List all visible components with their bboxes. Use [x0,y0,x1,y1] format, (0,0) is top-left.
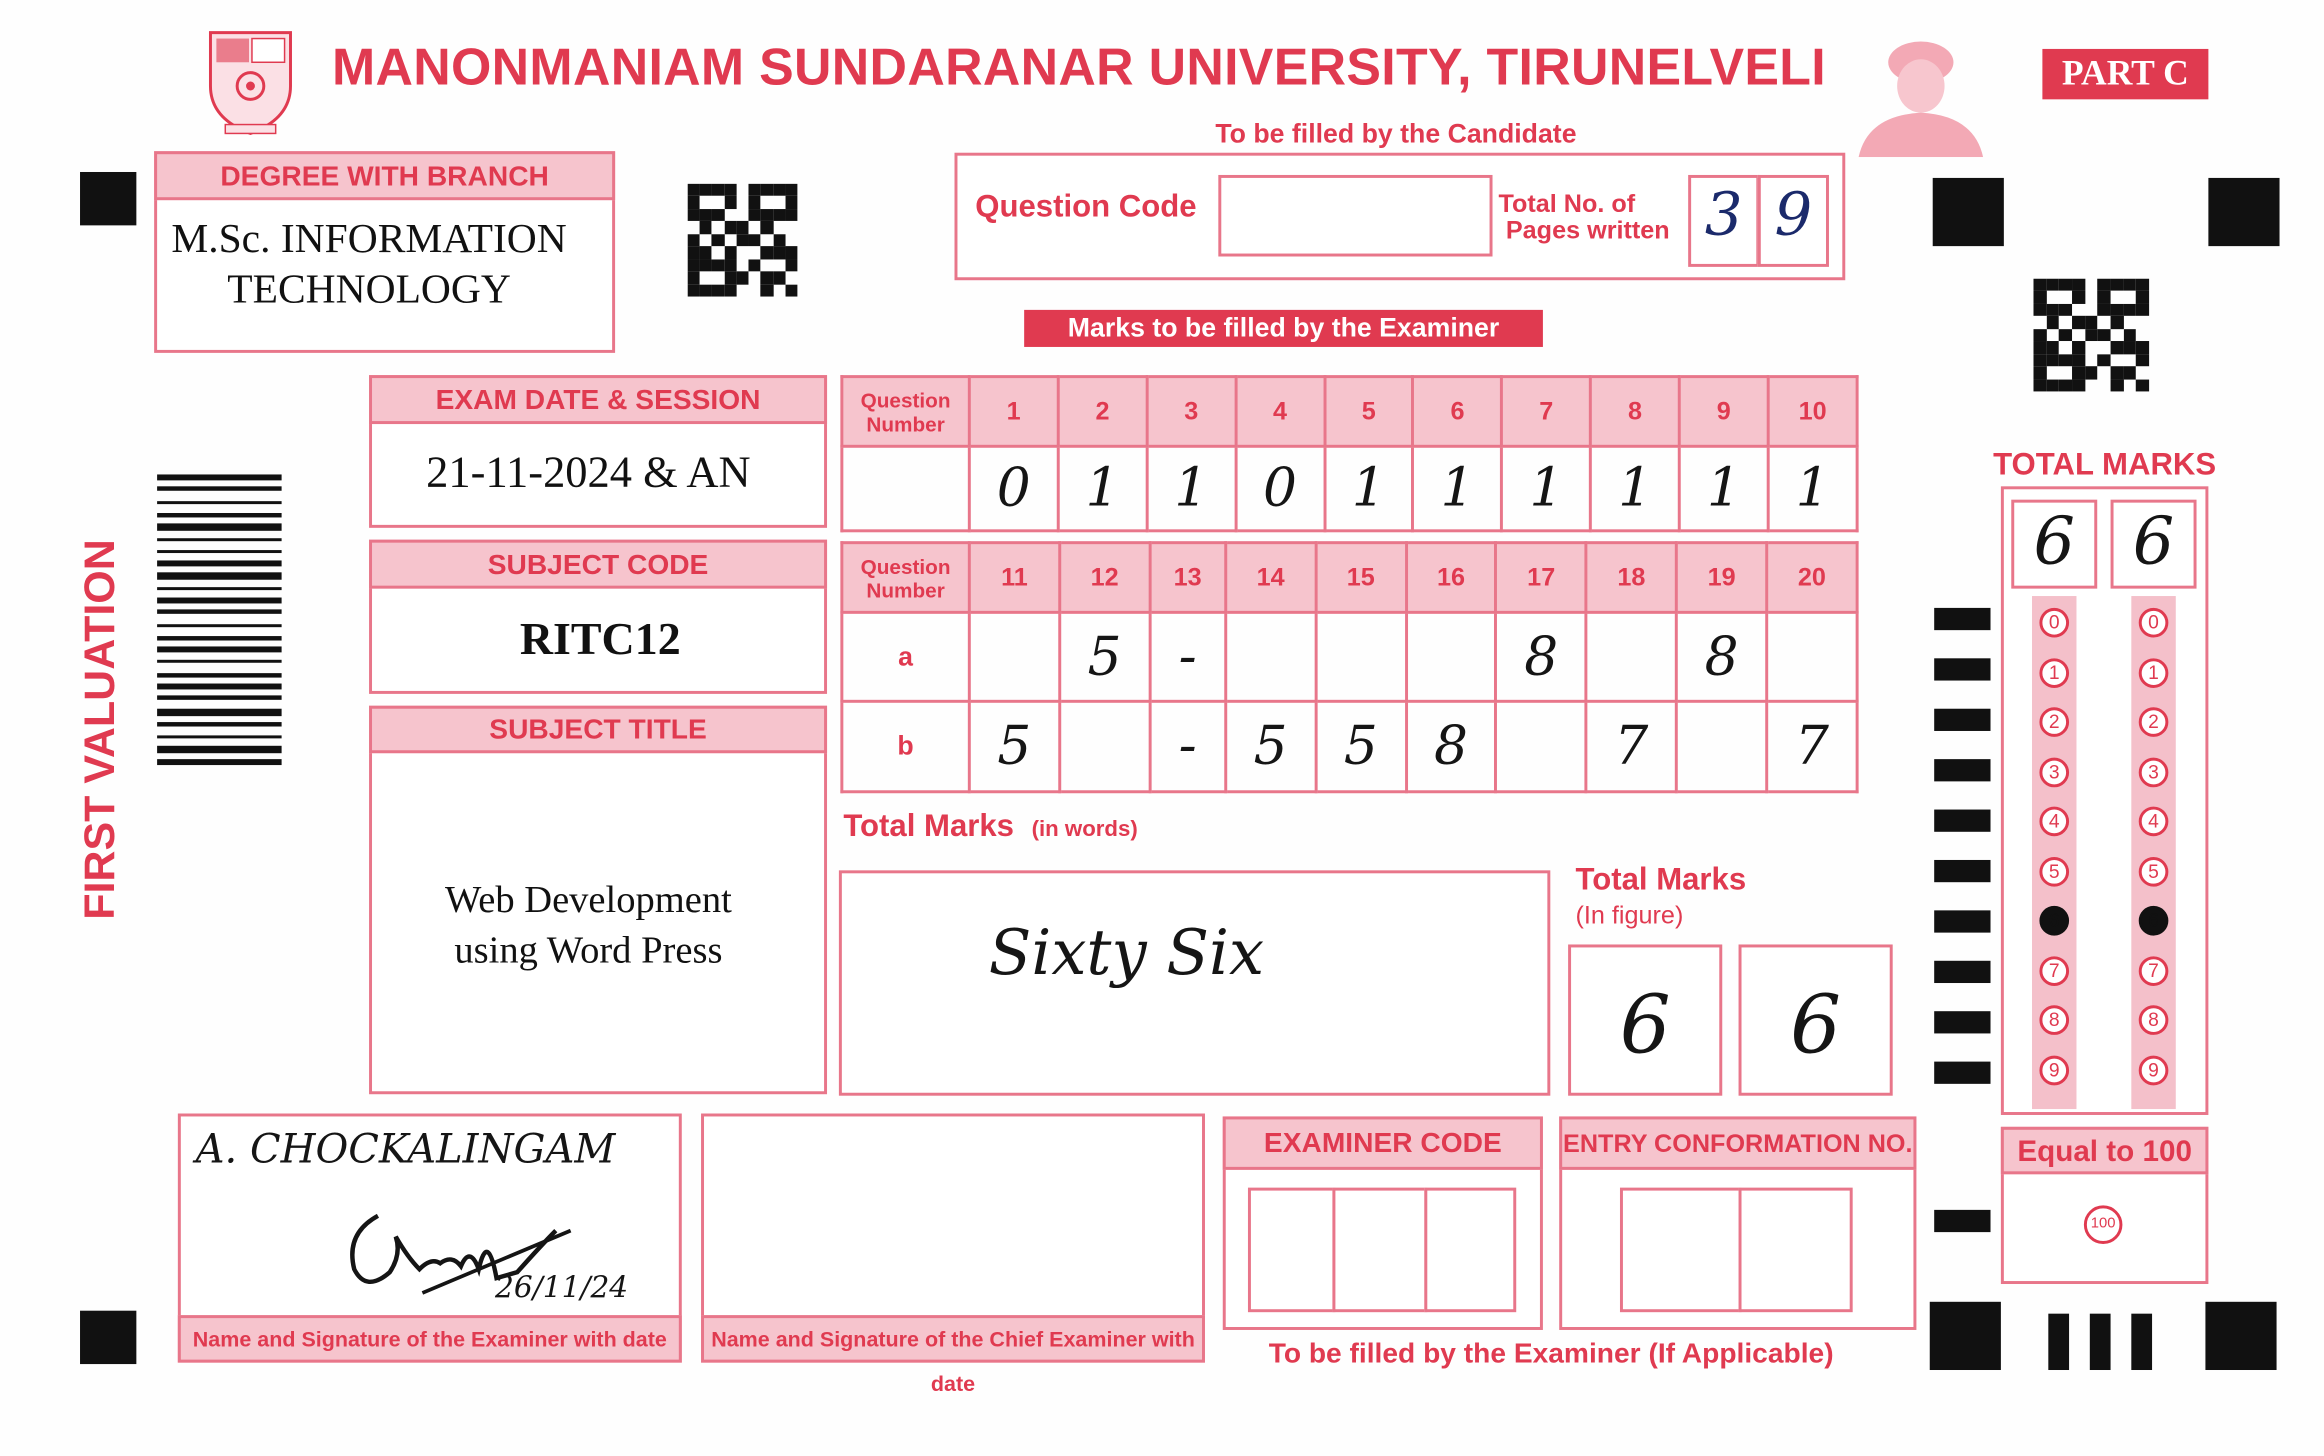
q20a-mark [1767,612,1857,701]
timing-mark [2205,1302,2276,1370]
omr-bubble-2-5[interactable]: 5 [2139,856,2169,886]
equal-100-label: Equal to 100 [2001,1127,2208,1174]
timing-mark [1934,961,1990,983]
entry-conf-cell[interactable] [1620,1188,1742,1313]
total-marks-omr-label: TOTAL MARKS [1993,447,2217,482]
q11-header: 11 [969,543,1059,613]
subject-code-label: SUBJECT CODE [369,540,827,589]
q17b-mark [1496,701,1586,791]
university-crest-icon [202,21,300,140]
omr-digit-2: 6 [2132,504,2175,580]
timing-mark [1934,709,1990,731]
q14-header: 14 [1225,543,1315,613]
q9-header: 9 [1679,377,1768,447]
timing-mark [1934,608,1990,630]
omr-bubble-2-6[interactable]: 6 [2139,906,2169,936]
q20b-mark: 7 [1767,701,1857,791]
omr-bubble-1-0[interactable]: 0 [2039,608,2069,638]
q4-mark: 0 [1236,446,1325,531]
q17-header: 17 [1496,543,1586,613]
omr-bubble-1-3[interactable]: 3 [2039,757,2069,787]
q11a-mark [969,612,1059,701]
examiner-sign-date: 26/11/24 [495,1269,629,1305]
q12b-mark [1060,701,1150,791]
omr-bubble-1-8[interactable]: 8 [2039,1005,2069,1035]
q15a-mark [1316,612,1406,701]
timing-mark [1934,1062,1990,1084]
total-words-value: Sixty Six [988,916,1265,989]
q10-mark: 1 [1768,446,1857,531]
omr-bubble-1-1[interactable]: 1 [2039,658,2069,688]
footer-note: To be filled by the Examiner (If Applicable) [1268,1338,1834,1371]
q13a-mark: - [1150,612,1226,701]
omr-bubble-2-4[interactable]: 4 [2139,807,2169,837]
row-b-label: b [842,701,969,791]
omr-bubble-1-6[interactable]: 6 [2039,906,2069,936]
q9-mark: 1 [1679,446,1768,531]
q19b-mark [1677,701,1767,791]
subject-code-value: RITC12 [519,612,681,665]
question-code-field[interactable] [1218,175,1492,257]
examiner-code-cell[interactable] [1248,1188,1335,1313]
marks-row-label [842,446,969,531]
omr-bubble-2-7[interactable]: 7 [2139,956,2169,986]
timing-mark [80,1311,136,1364]
pages-label-line2: Pages written [1505,216,1670,245]
omr-bubble-1-5[interactable]: 5 [2039,856,2069,886]
q20-header: 20 [1767,543,1857,613]
q16b-mark: 8 [1406,701,1496,791]
subject-title-line2: using Word Press [454,928,723,972]
q12a-mark: 5 [1060,612,1150,701]
q3-mark: 1 [1147,446,1236,531]
timing-mark [2208,178,2279,246]
q14a-mark [1225,612,1315,701]
row-a-label: a [842,612,969,701]
omr-bubble-2-2[interactable]: 2 [2139,707,2169,737]
exam-date-value: 21-11-2024 & AN [426,447,751,497]
q15b-mark: 5 [1316,701,1406,791]
timing-mark [1934,810,1990,832]
total-words-title: Total Marks [843,809,1015,844]
q17a-mark: 8 [1496,612,1586,701]
q13b-mark: - [1150,701,1226,791]
omr-bubble-1-4[interactable]: 4 [2039,807,2069,837]
q2-header: 2 [1058,377,1147,447]
q8-header: 8 [1591,377,1680,447]
question-number-label: Question Number [842,543,969,613]
examiner-signature-caption: Name and Signature of the Examiner with date [178,1315,682,1362]
q13-header: 13 [1150,543,1226,613]
q11b-mark: 5 [969,701,1059,791]
q19-header: 19 [1677,543,1767,613]
omr-digit-1: 6 [2033,504,2075,580]
subject-title-line1: Web Development [444,877,732,921]
q7-mark: 1 [1502,446,1591,531]
q8-mark: 1 [1591,446,1680,531]
degree-line1: M.Sc. INFORMATION [171,216,567,263]
q14b-mark: 5 [1225,701,1315,791]
total-figure-digit-2: 6 [1790,978,1842,1072]
total-figure-label: Total Marks [1575,862,1747,898]
omr-bubble-1-7[interactable]: 7 [2039,956,2069,986]
question-number-label: Question Number [842,377,969,447]
timing-mark [1934,1011,1990,1033]
total-words-sublabel: (in words) [1031,816,1138,843]
timing-mark [1930,1302,2001,1370]
total-figure-sublabel: (In figure) [1575,901,1684,930]
q18b-mark: 7 [1586,701,1676,791]
marks-grid-2 [840,541,1858,793]
timing-mark [80,172,136,225]
degree-label: DEGREE WITH BRANCH [154,151,615,200]
omr-bubble-1-9[interactable]: 9 [2039,1055,2069,1085]
examiner-code-label: EXAMINER CODE [1223,1116,1543,1169]
founder-portrait-icon [1853,33,1986,158]
total-figure-digit-1: 6 [1619,978,1671,1072]
q16a-mark [1406,612,1496,701]
timing-mark [2090,1314,2111,1370]
qr-code-icon [688,184,798,297]
entry-conf-cell[interactable] [1739,1188,1853,1313]
examiner-code-cell[interactable] [1332,1188,1427,1313]
q16-header: 16 [1406,543,1496,613]
q7-header: 7 [1502,377,1591,447]
pages-value-2: 9 [1774,180,1813,250]
chief-signature-caption: Name and Signature of the Chief Examiner with date [701,1315,1205,1362]
university-title: MANONMANIAM SUNDARANAR UNIVERSITY, TIRUNELVELI [331,38,1826,97]
timing-mark [1934,658,1990,680]
timing-mark [1934,910,1990,932]
entry-conf-label: ENTRY CONFORMATION NO. [1559,1116,1916,1169]
examiner-name: A. CHOCKALINGAM [195,1126,616,1173]
q1-mark: 0 [969,446,1058,531]
q5-header: 5 [1324,377,1413,447]
q6-mark: 1 [1413,446,1502,531]
timing-mark [1934,860,1990,882]
omr-bubble-2-8[interactable]: 8 [2139,1005,2169,1035]
q15-header: 15 [1316,543,1406,613]
q3-header: 3 [1147,377,1236,447]
candidate-note: To be filled by the Candidate [1215,118,1577,149]
barcode-icon [157,474,281,945]
question-code-label: Question Code [975,189,1197,224]
q2-mark: 1 [1058,446,1147,531]
timing-mark [1934,759,1990,781]
valuation-label: FIRST VALUATION [77,539,125,920]
q19a-mark: 8 [1677,612,1767,701]
total-words-label [843,810,1137,846]
subject-title-label: SUBJECT TITLE [369,706,827,753]
pages-label-line1: Total No. of [1498,189,1636,218]
q10-header: 10 [1768,377,1857,447]
q5-mark: 1 [1324,446,1413,531]
timing-mark [2048,1314,2069,1370]
examiner-banner: Marks to be filled by the Examiner [1024,310,1543,347]
omr-bubble-2-1[interactable]: 1 [2139,658,2169,688]
omr-bubble-2-3[interactable]: 3 [2139,757,2169,787]
omr-bubble-2-0[interactable]: 0 [2139,608,2169,638]
omr-bubble-2-9[interactable]: 9 [2139,1055,2169,1085]
equal-100-bubble[interactable]: 100 [2084,1205,2123,1244]
part-badge: PART C [2042,49,2208,99]
examiner-code-cell[interactable] [1424,1188,1516,1313]
q4-header: 4 [1236,377,1325,447]
exam-date-label: EXAM DATE & SESSION [369,375,827,424]
omr-bubble-1-2[interactable]: 2 [2039,707,2069,737]
q18-header: 18 [1586,543,1676,613]
degree-line2: TECHNOLOGY [227,266,511,313]
timing-mark [1934,1210,1990,1232]
q6-header: 6 [1413,377,1502,447]
timing-mark [2131,1314,2152,1370]
timing-mark [1933,178,2004,246]
q18a-mark [1586,612,1676,701]
qr-code-icon [2033,279,2149,392]
marks-grid-1 [840,375,1858,532]
q12-header: 12 [1060,543,1150,613]
pages-value-1: 3 [1704,180,1743,250]
q1-header: 1 [969,377,1058,447]
